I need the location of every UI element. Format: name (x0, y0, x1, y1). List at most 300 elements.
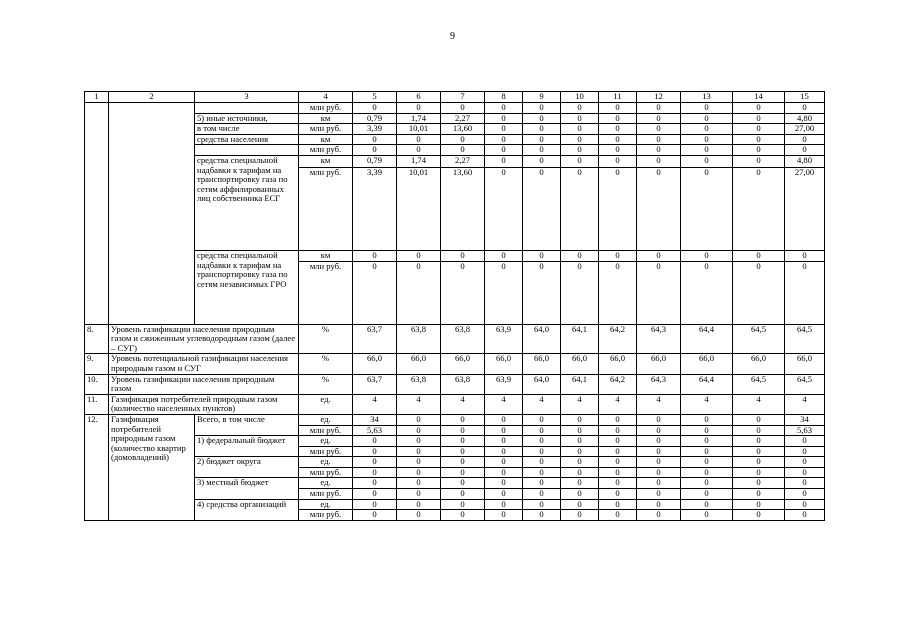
value-cell: 0 (733, 425, 785, 436)
value-cell: 0 (353, 457, 397, 468)
page-number: 9 (450, 31, 455, 42)
row-number: 8. (85, 324, 109, 354)
value-cell: 0 (785, 134, 825, 145)
value-cell: 0 (485, 510, 523, 521)
value-cell: 66,0 (785, 354, 825, 374)
value-cell: 0 (523, 103, 561, 114)
value-cell: 63,7 (353, 324, 397, 354)
value-cell: 0 (397, 510, 441, 521)
value-cell: 0 (681, 425, 733, 436)
value-cell: 0 (637, 250, 681, 261)
value-cell: 0 (561, 499, 599, 510)
value-cell: 3,39 (353, 124, 397, 135)
table-row (85, 457, 825, 468)
unit-cell: км (299, 113, 353, 124)
value-cell: 0 (681, 124, 733, 135)
unit-cell: % (299, 354, 353, 374)
value-cell: 0 (485, 124, 523, 135)
value-cell: 0 (353, 478, 397, 489)
value-cell: 66,0 (733, 354, 785, 374)
row-number (85, 103, 109, 325)
value-cell: 0 (523, 250, 561, 261)
value-cell: 0 (785, 499, 825, 510)
indicator-name: Газификация потребителей природным газом (количество квартир (домовладений) (109, 414, 195, 520)
value-cell: 0 (397, 467, 441, 478)
value-cell: 0 (681, 446, 733, 457)
value-cell: 0 (681, 489, 733, 500)
value-cell: 4 (397, 394, 441, 414)
value-cell: 0 (681, 499, 733, 510)
value-cell: 0 (353, 145, 397, 156)
value-cell: 0 (397, 250, 441, 261)
value-cell: 5,63 (785, 425, 825, 436)
value-cell: 0 (523, 425, 561, 436)
value-cell: 0 (353, 510, 397, 521)
value-cell: 0 (785, 436, 825, 447)
value-cell: 0 (353, 250, 397, 261)
value-cell: 0 (785, 489, 825, 500)
value-cell: 66,0 (561, 354, 599, 374)
table-row (85, 145, 825, 156)
value-cell: 0 (733, 134, 785, 145)
value-cell: 0 (397, 145, 441, 156)
value-cell: 4 (637, 394, 681, 414)
table-row (85, 499, 825, 510)
value-cell: 0 (733, 499, 785, 510)
value-cell: 63,8 (441, 374, 485, 394)
value-cell: 66,0 (681, 354, 733, 374)
value-cell: 0 (485, 250, 523, 261)
value-cell: 0 (637, 103, 681, 114)
value-cell: 0 (441, 414, 485, 425)
value-cell: 0 (733, 250, 785, 261)
value-cell: 0 (637, 261, 681, 324)
value-cell: 0 (785, 446, 825, 457)
value-cell: 64,5 (733, 374, 785, 394)
value-cell: 64,1 (561, 324, 599, 354)
value-cell: 63,8 (397, 324, 441, 354)
value-cell: 4 (681, 394, 733, 414)
value-cell: 5,63 (353, 425, 397, 436)
source-name: 3) местный бюджет (195, 478, 299, 499)
value-cell: 63,9 (485, 374, 523, 394)
unit-cell: млн руб. (299, 124, 353, 135)
value-cell: 0 (397, 457, 441, 468)
value-cell: 0 (599, 145, 637, 156)
value-cell: 0 (561, 414, 599, 425)
unit-cell: млн руб. (299, 489, 353, 500)
value-cell: 0 (599, 478, 637, 489)
table-row (85, 324, 825, 354)
value-cell: 0 (733, 145, 785, 156)
value-cell: 0 (785, 145, 825, 156)
unit-cell: млн руб. (299, 446, 353, 457)
value-cell: 0 (561, 124, 599, 135)
value-cell: 0 (561, 134, 599, 145)
value-cell: 0 (681, 103, 733, 114)
table-row (85, 394, 825, 414)
value-cell: 4,80 (785, 155, 825, 167)
value-cell: 0 (397, 261, 441, 324)
value-cell: 0 (681, 145, 733, 156)
value-cell: 4 (733, 394, 785, 414)
value-cell: 0 (733, 446, 785, 457)
value-cell: 0 (485, 155, 523, 167)
value-cell: 0 (561, 145, 599, 156)
value-cell: 0 (523, 113, 561, 124)
value-cell: 0 (523, 457, 561, 468)
value-cell: 0 (733, 155, 785, 167)
value-cell: 0 (637, 414, 681, 425)
table-row (85, 354, 825, 374)
value-cell: 0 (785, 457, 825, 468)
value-cell: 0 (441, 103, 485, 114)
value-cell: 0,79 (353, 113, 397, 124)
value-cell: 64,0 (523, 374, 561, 394)
value-cell: 10,01 (397, 167, 441, 250)
table-row (85, 124, 825, 135)
value-cell: 0 (681, 167, 733, 250)
table-row (85, 250, 825, 261)
value-cell: 0 (397, 103, 441, 114)
table-row (85, 374, 825, 394)
value-cell: 0 (599, 499, 637, 510)
value-cell: 0 (485, 457, 523, 468)
table-row (85, 155, 825, 167)
value-cell: 0 (785, 261, 825, 324)
value-cell: 0 (637, 446, 681, 457)
column-number-header: 13 (681, 92, 733, 103)
source-name: средства специальной надбавки к тарифам на транспортировку газа по сетям независимых ГРО (195, 250, 299, 324)
value-cell: 13,60 (441, 167, 485, 250)
value-cell: 0 (785, 478, 825, 489)
value-cell: 66,0 (523, 354, 561, 374)
value-cell: 4 (785, 394, 825, 414)
column-number-header: 14 (733, 92, 785, 103)
value-cell: 0 (681, 478, 733, 489)
unit-cell: млн руб. (299, 145, 353, 156)
value-cell: 0 (561, 467, 599, 478)
value-cell: 0 (485, 436, 523, 447)
value-cell: 0 (637, 436, 681, 447)
row-number: 10. (85, 374, 109, 394)
value-cell: 0 (599, 467, 637, 478)
value-cell: 0 (523, 167, 561, 250)
row-number: 9. (85, 354, 109, 374)
table-row (85, 103, 825, 114)
value-cell: 0 (637, 113, 681, 124)
unit-cell: ед. (299, 478, 353, 489)
table-row (85, 436, 825, 447)
value-cell: 0 (441, 510, 485, 521)
value-cell: 0 (397, 446, 441, 457)
value-cell: 0 (681, 436, 733, 447)
value-cell: 0 (561, 510, 599, 521)
header-row (85, 92, 825, 103)
value-cell: 4 (599, 394, 637, 414)
value-cell: 0 (523, 155, 561, 167)
source-name: 5) иные источники, (195, 113, 299, 124)
source-name: средства специальной надбавки к тарифам на транспортировку газа по сетям аффилированных лиц собственника ЕСГ (195, 155, 299, 250)
value-cell: 0 (599, 155, 637, 167)
unit-cell: км (299, 155, 353, 167)
unit-cell: млн руб. (299, 425, 353, 436)
value-cell: 10,01 (397, 124, 441, 135)
value-cell: 64,0 (523, 324, 561, 354)
indicator-name: Уровень газификации населения природным газом и сжиженным углеводородным газом (далее – СУГ) (109, 324, 299, 354)
column-number-header: 1 (85, 92, 109, 103)
value-cell: 64,4 (681, 324, 733, 354)
value-cell: 63,8 (397, 374, 441, 394)
value-cell: 4 (523, 394, 561, 414)
value-cell: 4 (441, 394, 485, 414)
unit-cell: млн руб. (299, 510, 353, 521)
value-cell: 0 (441, 250, 485, 261)
value-cell: 66,0 (353, 354, 397, 374)
value-cell: 0 (353, 134, 397, 145)
value-cell: 0 (561, 103, 599, 114)
indicators-table (84, 91, 825, 521)
value-cell: 0 (785, 467, 825, 478)
value-cell: 0 (561, 446, 599, 457)
unit-cell: млн руб. (299, 261, 353, 324)
value-cell: 64,5 (785, 374, 825, 394)
value-cell: 0 (441, 489, 485, 500)
unit-cell: км (299, 250, 353, 261)
value-cell: 0 (599, 414, 637, 425)
value-cell: 66,0 (637, 354, 681, 374)
indicator-name (109, 103, 195, 325)
unit-cell: ед. (299, 436, 353, 447)
value-cell: 0 (561, 478, 599, 489)
value-cell: 0 (523, 134, 561, 145)
table-row (85, 134, 825, 145)
value-cell: 0 (637, 457, 681, 468)
value-cell: 0 (561, 436, 599, 447)
value-cell: 0,79 (353, 155, 397, 167)
value-cell: 0 (599, 261, 637, 324)
value-cell: 0 (733, 167, 785, 250)
column-number-header: 8 (485, 92, 523, 103)
value-cell: 64,1 (561, 374, 599, 394)
source-name: 1) федеральный бюджет (195, 436, 299, 457)
value-cell: 64,2 (599, 324, 637, 354)
value-cell: 0 (353, 103, 397, 114)
value-cell: 0 (733, 489, 785, 500)
value-cell: 34 (785, 414, 825, 425)
value-cell: 0 (523, 436, 561, 447)
column-number-header: 7 (441, 92, 485, 103)
value-cell: 64,5 (733, 324, 785, 354)
value-cell: 0 (599, 103, 637, 114)
value-cell: 0 (397, 489, 441, 500)
value-cell: 0 (733, 510, 785, 521)
column-number-header: 2 (109, 92, 195, 103)
value-cell: 0 (599, 134, 637, 145)
value-cell: 0 (785, 250, 825, 261)
value-cell: 0 (599, 250, 637, 261)
value-cell: 0 (561, 457, 599, 468)
value-cell: 0 (441, 467, 485, 478)
value-cell: 0 (733, 261, 785, 324)
value-cell: 0 (681, 467, 733, 478)
value-cell: 0 (523, 489, 561, 500)
table-row (85, 478, 825, 489)
value-cell: 0 (733, 457, 785, 468)
value-cell: 4 (561, 394, 599, 414)
value-cell: 0 (397, 499, 441, 510)
source-name (195, 145, 299, 156)
value-cell: 0 (733, 113, 785, 124)
value-cell: 0 (785, 103, 825, 114)
value-cell: 0 (637, 467, 681, 478)
value-cell: 2,27 (441, 113, 485, 124)
value-cell: 0 (485, 467, 523, 478)
value-cell: 27,00 (785, 124, 825, 135)
value-cell: 4,80 (785, 113, 825, 124)
value-cell: 0 (397, 478, 441, 489)
value-cell: 0 (637, 124, 681, 135)
value-cell: 0 (561, 167, 599, 250)
value-cell: 0 (441, 134, 485, 145)
value-cell: 0 (599, 167, 637, 250)
unit-cell: км (299, 134, 353, 145)
value-cell: 0 (599, 124, 637, 135)
value-cell: 0 (681, 414, 733, 425)
value-cell: 0 (681, 250, 733, 261)
value-cell: 0 (441, 145, 485, 156)
value-cell: 0 (441, 478, 485, 489)
column-number-header: 4 (299, 92, 353, 103)
value-cell: 0 (523, 261, 561, 324)
value-cell: 0 (733, 124, 785, 135)
value-cell: 64,2 (599, 374, 637, 394)
value-cell: 34 (353, 414, 397, 425)
value-cell: 0 (353, 446, 397, 457)
column-number-header: 10 (561, 92, 599, 103)
value-cell: 0 (599, 446, 637, 457)
value-cell: 3,39 (353, 167, 397, 250)
value-cell: 0 (485, 103, 523, 114)
value-cell: 0 (397, 425, 441, 436)
column-number-header: 3 (195, 92, 299, 103)
value-cell: 0 (485, 113, 523, 124)
source-name: Всего, в том числе (195, 414, 299, 435)
value-cell: 0 (733, 436, 785, 447)
indicator-name: Уровень газификации населения природным газом (109, 374, 299, 394)
value-cell: 63,7 (353, 374, 397, 394)
column-number-header: 12 (637, 92, 681, 103)
value-cell: 0 (353, 467, 397, 478)
value-cell: 0 (523, 124, 561, 135)
value-cell: 27,00 (785, 167, 825, 250)
value-cell: 1,74 (397, 155, 441, 167)
unit-cell: ед. (299, 394, 353, 414)
value-cell: 0 (561, 489, 599, 500)
value-cell: 0 (681, 457, 733, 468)
source-name (195, 103, 299, 114)
value-cell: 64,3 (637, 324, 681, 354)
value-cell: 0 (353, 261, 397, 324)
value-cell: 0 (441, 499, 485, 510)
indicator-name: Уровень потенциальной газификации населения природным газом и СУГ (109, 354, 299, 374)
value-cell: 0 (353, 436, 397, 447)
value-cell: 0 (523, 478, 561, 489)
value-cell: 0 (485, 446, 523, 457)
column-number-header: 5 (353, 92, 397, 103)
value-cell: 0 (441, 261, 485, 324)
value-cell: 0 (523, 510, 561, 521)
value-cell: 0 (523, 467, 561, 478)
value-cell: 0 (485, 499, 523, 510)
value-cell: 0 (599, 489, 637, 500)
unit-cell: ед. (299, 499, 353, 510)
value-cell: 0 (523, 414, 561, 425)
value-cell: 4 (353, 394, 397, 414)
value-cell: 66,0 (441, 354, 485, 374)
value-cell: 2,27 (441, 155, 485, 167)
value-cell: 0 (599, 113, 637, 124)
value-cell: 0 (637, 489, 681, 500)
value-cell: 1,74 (397, 113, 441, 124)
value-cell: 0 (637, 167, 681, 250)
value-cell: 4 (485, 394, 523, 414)
indicator-name: Газификация потребителей природным газом (количество населенных пунктов) (109, 394, 299, 414)
value-cell: 0 (681, 155, 733, 167)
unit-cell: млн руб. (299, 167, 353, 250)
value-cell: 0 (733, 414, 785, 425)
value-cell: 0 (561, 261, 599, 324)
value-cell: 0 (599, 510, 637, 521)
value-cell: 0 (681, 510, 733, 521)
source-name: в том числе (195, 124, 299, 135)
unit-cell: % (299, 374, 353, 394)
value-cell: 0 (599, 457, 637, 468)
value-cell: 64,5 (785, 324, 825, 354)
value-cell: 0 (523, 499, 561, 510)
value-cell: 63,9 (485, 324, 523, 354)
value-cell: 64,4 (681, 374, 733, 394)
value-cell: 0 (599, 425, 637, 436)
value-cell: 64,3 (637, 374, 681, 394)
value-cell: 0 (397, 414, 441, 425)
value-cell: 66,0 (599, 354, 637, 374)
value-cell: 0 (637, 134, 681, 145)
value-cell: 0 (523, 446, 561, 457)
value-cell: 0 (733, 478, 785, 489)
column-number-header: 6 (397, 92, 441, 103)
value-cell: 0 (485, 414, 523, 425)
value-cell: 0 (441, 457, 485, 468)
table-row (85, 414, 825, 425)
source-name: 4) средства организаций (195, 499, 299, 520)
value-cell: 13,60 (441, 124, 485, 135)
value-cell: 0 (681, 261, 733, 324)
value-cell: 0 (485, 478, 523, 489)
value-cell: 66,0 (485, 354, 523, 374)
value-cell: 0 (523, 145, 561, 156)
value-cell: 0 (353, 489, 397, 500)
value-cell: 0 (561, 250, 599, 261)
value-cell: 0 (485, 261, 523, 324)
unit-cell: % (299, 324, 353, 354)
column-number-header: 11 (599, 92, 637, 103)
value-cell: 0 (441, 425, 485, 436)
unit-cell: млн руб. (299, 467, 353, 478)
row-number: 12. (85, 414, 109, 520)
value-cell: 0 (637, 145, 681, 156)
source-name: средства населения (195, 134, 299, 145)
